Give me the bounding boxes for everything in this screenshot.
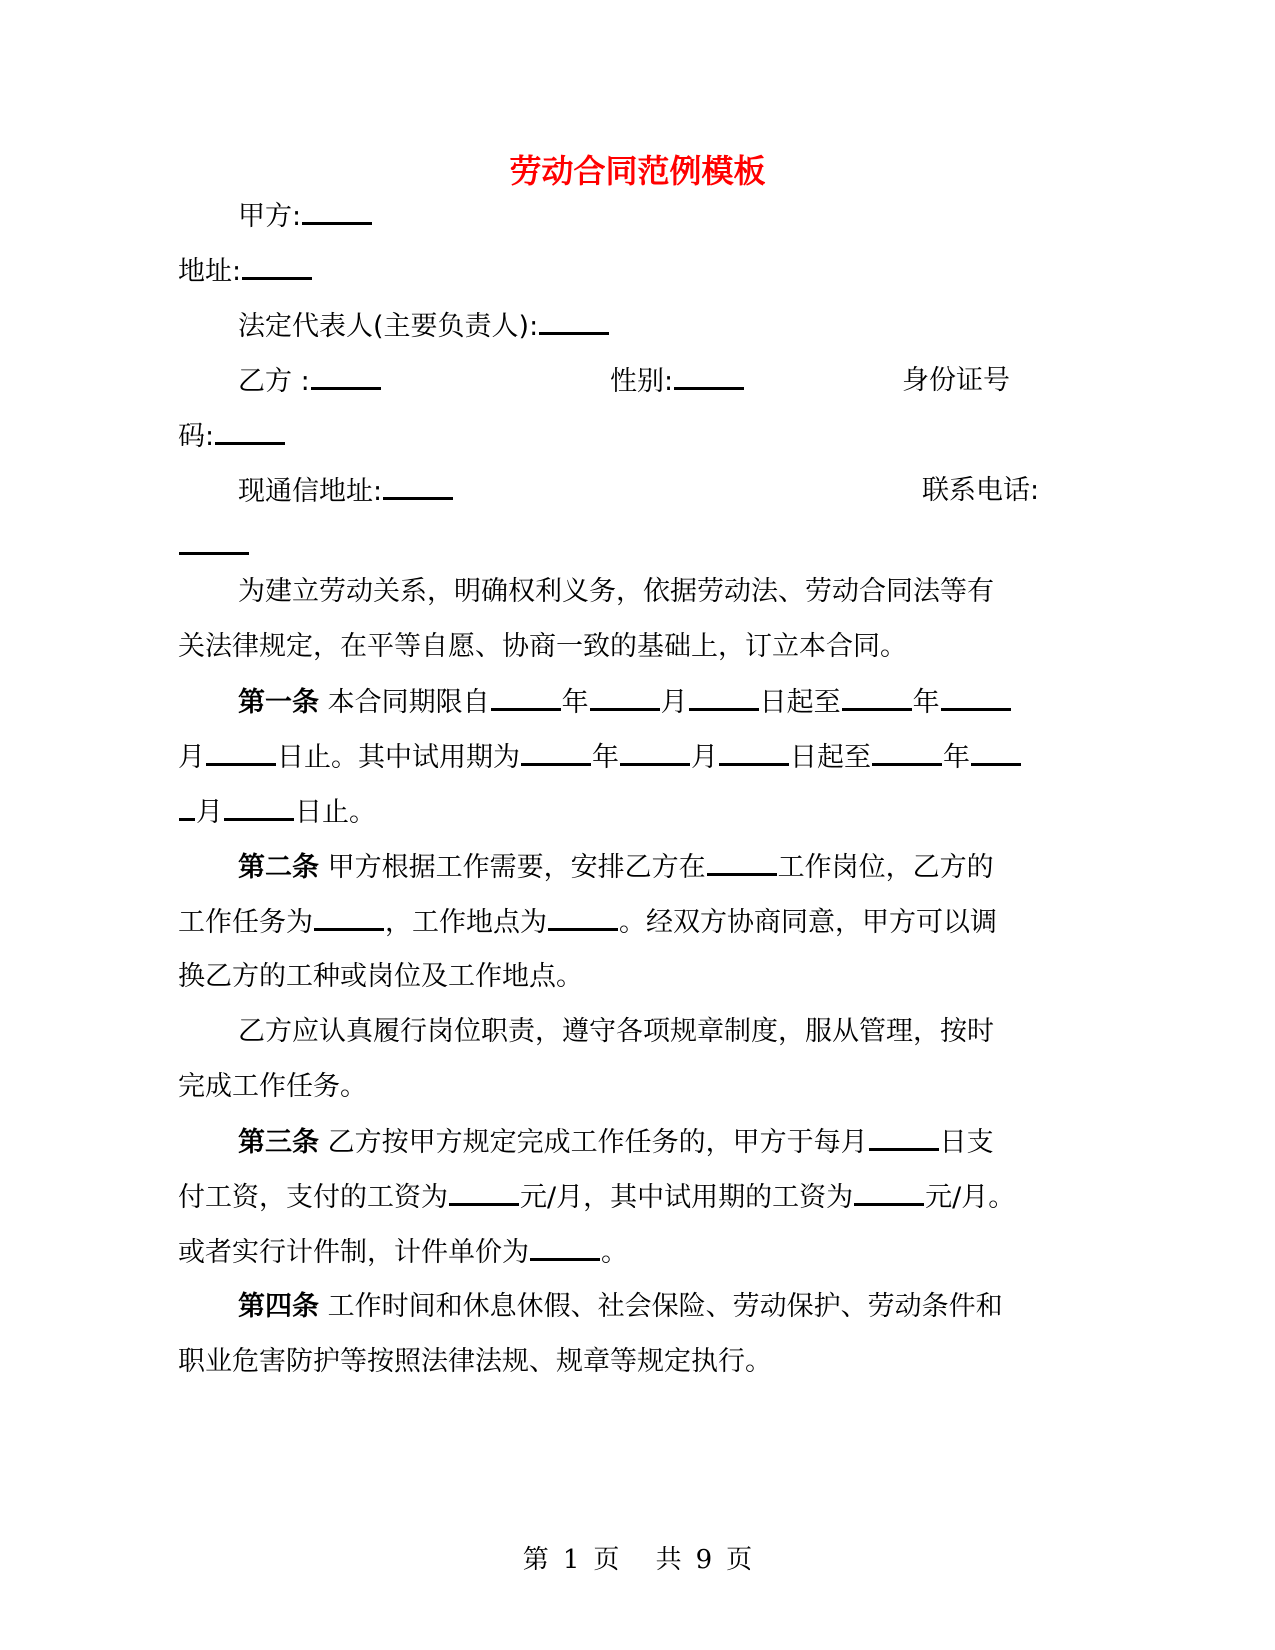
id-number-label-2: 码:: [178, 421, 215, 452]
a2-position-blank[interactable]: [707, 849, 777, 876]
legal-rep-line: [238, 308, 610, 345]
page-number: 1: [562, 1545, 594, 1575]
a1-month-end-blank[interactable]: [941, 684, 1011, 711]
article2-line-3: 换乙方的工种或岗位及工作地点。: [178, 961, 583, 992]
legal-rep-label: 法定代表人(主要负责人):: [238, 311, 539, 342]
party-a-blank[interactable]: [302, 198, 372, 225]
a2-location-blank[interactable]: [548, 904, 618, 931]
a3-trial-salary-blank[interactable]: [854, 1179, 924, 1206]
a3-payday-blank[interactable]: [869, 1124, 939, 1151]
article2-line-2: 工作任务为 ，工作地点为 。经双方协商同意，甲方可以调: [178, 904, 997, 941]
intro-line-2: 关法律规定，在平等自愿、协商一致的基础上，订立本合同。: [178, 631, 907, 662]
phone-blank-line: [178, 528, 250, 565]
gender-blank[interactable]: [674, 363, 744, 390]
phone-label: 联系电话:: [922, 475, 1040, 506]
id-number-line: [902, 363, 1010, 399]
legal-rep-blank[interactable]: [539, 308, 609, 335]
article1-label: 第一条: [238, 687, 319, 718]
phone-blank[interactable]: [179, 528, 249, 555]
a1-year-end-blank[interactable]: [842, 684, 912, 711]
article3-line-1: 第三条 乙方按甲方规定完成工作任务的，甲方于每月 日支: [238, 1124, 994, 1161]
a3-salary-blank[interactable]: [449, 1179, 519, 1206]
id-number-cont-line: [178, 418, 286, 455]
a2-task-blank[interactable]: [314, 904, 384, 931]
gender-label: 性别:: [610, 366, 674, 397]
phone-line: [922, 473, 1039, 509]
contact-address-blank[interactable]: [383, 473, 453, 500]
a1-trial-month-end-blank[interactable]: [971, 739, 1021, 766]
article2-line-1: 第二条 甲方根据工作需要，安排乙方在 工作岗位，乙方的: [238, 849, 994, 886]
party-a-line: [238, 198, 373, 235]
party-b-line: [238, 363, 382, 400]
article2-para2-line-2: 完成工作任务。: [178, 1071, 367, 1102]
contact-address-line: [238, 473, 454, 510]
party-b-blank[interactable]: [311, 363, 381, 390]
a1-trial-month-start-blank[interactable]: [620, 739, 690, 766]
article1-line-1: 第一条 本合同期限自 年 月 日起至 年: [238, 684, 1012, 721]
address-line: [178, 253, 313, 290]
a1-trial-month-end-blank-cont[interactable]: [179, 794, 195, 821]
article3-line-2: 付工资，支付的工资为 元/月，其中试用期的工资为 元/月。: [178, 1179, 1015, 1216]
page-total: 9: [695, 1545, 727, 1575]
a1-trial-year-start-blank[interactable]: [521, 739, 591, 766]
address-label: 地址:: [178, 256, 242, 287]
gender-line: [610, 363, 745, 400]
id-number-blank[interactable]: [215, 418, 285, 445]
article4-line-1: 第四条 工作时间和休息休假、社会保险、劳动保护、劳动条件和: [238, 1291, 1003, 1322]
article3-label: 第三条: [238, 1127, 319, 1158]
article2-label: 第二条: [238, 852, 319, 883]
a1-trial-day-end-blank[interactable]: [224, 794, 294, 821]
party-a-label: 甲方:: [238, 201, 302, 232]
article4-label: 第四条: [238, 1291, 319, 1322]
a1-year-start-blank[interactable]: [491, 684, 561, 711]
a1-day-end-blank[interactable]: [206, 739, 276, 766]
a1-month-start-blank[interactable]: [590, 684, 660, 711]
a1-day-start-blank[interactable]: [689, 684, 759, 711]
article1-line-3: 月 日止。: [178, 794, 376, 831]
article2-para2-line-1: 乙方应认真履行岗位职责，遵守各项规章制度，服从管理，按时: [238, 1016, 994, 1047]
intro-line-1: 为建立劳动关系，明确权利义务，依据劳动法、劳动合同法等有: [238, 576, 994, 607]
page-footer: 第1页 共9页: [522, 1545, 753, 1575]
id-number-label: 身份证号: [902, 365, 1010, 396]
article3-line-3: 或者实行计件制，计件单价为 。: [178, 1234, 628, 1271]
contact-address-label: 现通信地址:: [238, 476, 383, 507]
a1-trial-year-end-blank[interactable]: [872, 739, 942, 766]
document-title: 劳动合同范例模板: [509, 152, 766, 190]
article1-line-2: 月 日止。其中试用期为 年 月 日起至 年: [178, 739, 1022, 776]
address-blank[interactable]: [242, 253, 312, 280]
party-b-label: 乙方 :: [238, 366, 310, 397]
a3-piece-rate-blank[interactable]: [530, 1234, 600, 1261]
article4-line-2: 职业危害防护等按照法律法规、规章等规定执行。: [178, 1346, 772, 1377]
a1-trial-day-start-blank[interactable]: [719, 739, 789, 766]
